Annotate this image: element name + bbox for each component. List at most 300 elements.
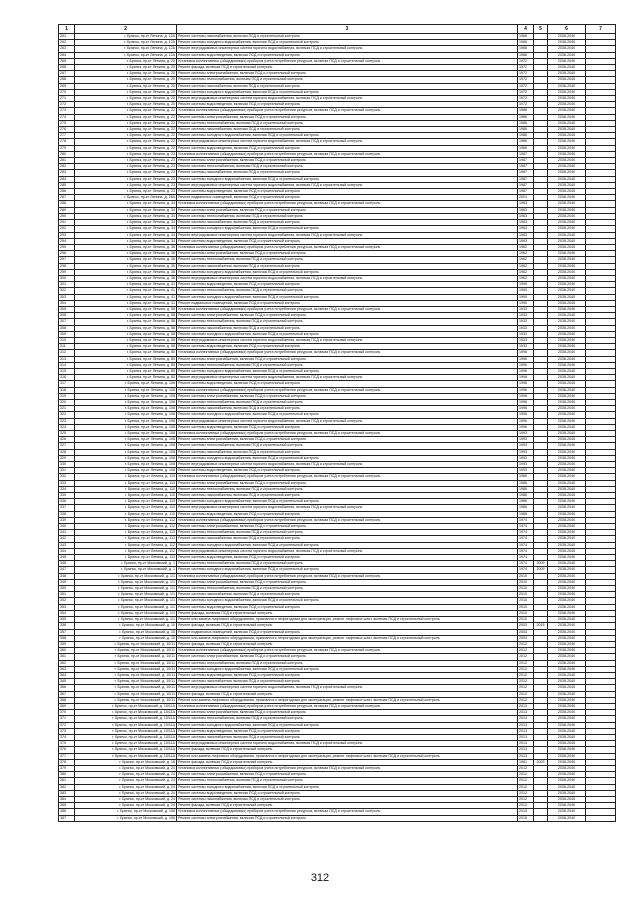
year-built-cell: 2010 [518,598,534,604]
address-cell: г. Брянск, пр-кт Ленина, д. 106 [75,393,177,399]
period-cell: 2038-2040 [548,753,586,759]
address-cell: г. Брянск, пр-кт Ленина, д. 110 [75,499,177,505]
address-cell: г. Брянск, пр-кт Московский, д. 1/1 [75,604,177,610]
row-number-cell: 308 [59,325,75,331]
year-built-cell: 1933 [518,331,534,337]
work-type-cell: Ремонт системы водоотведения, включая ПСД и строительный контроль [177,344,518,350]
period-cell: 2038-2040 [548,493,586,499]
period-cell: 2038-2040 [548,313,586,319]
work-type-cell: Ремонт внутридомовых инженерных систем горячего водоснабжения, включая ПСД и строительный контроль [177,462,518,468]
period-cell: 2038-2040 [548,189,586,195]
period-cell: 2038-2040 [548,604,586,610]
period-cell: 2038-2040 [548,164,586,170]
period-cell: 2038-2040 [548,573,586,579]
row-number-cell: 298 [59,263,75,269]
address-cell: г. Брянск, пр-кт Ленина, д. 23 [75,189,177,195]
row-number-cell: 366 [59,685,75,691]
year-built-cell: 2013 [518,747,534,753]
year-built-cell: 1962 [518,257,534,263]
row-number-cell: 350 [59,586,75,592]
year-built-cell: 1986 [518,127,534,133]
address-cell: г. Брянск, пр-кт Ленина, д. 58 [75,325,177,331]
work-type-cell: Ремонт системы холодного водоснабжения, включая ПСД и строительный контроль [177,722,518,728]
row-number-cell: 278 [59,139,75,145]
period-cell: 2038-2040 [548,331,586,337]
year-built-cell: 1974 [518,517,534,523]
row-number-cell: 321 [59,406,75,412]
row-number-cell: 378 [59,759,75,765]
year-built-cell: 2012 [518,660,534,666]
period-cell: 2038-2040 [548,102,586,108]
work-type-cell: Ремонт системы холодного водоснабжения, включая ПСД и строительный контроль [177,269,518,275]
period-cell: 2038-2040 [548,579,586,585]
year-built-cell: 1996 [518,362,534,368]
row-number-cell: 356 [59,623,75,629]
address-cell: г. Брянск, пр-кт Московский, д. 10/11А [75,734,177,740]
row-number-cell: 384 [59,796,75,802]
address-cell: г. Брянск, пр-кт Ленина, д. 108 [75,468,177,474]
period-cell: 2038-2040 [548,34,586,40]
address-cell: г. Брянск, пр-кт Ленина, д. 108 [75,449,177,455]
address-cell: г. Брянск, пр-кт Московский, д. 1 [75,561,177,567]
address-cell: г. Брянск, пр-кт Московский, д. 10/11 [75,679,177,685]
work-type-cell: Ремонт системы теплоснабжения, включая ПСД и строительный контроль [177,213,518,219]
year-built-cell: 1986 [518,480,534,486]
address-cell: г. Брянск, пр-кт Ленина, д. 34 [75,226,177,232]
address-cell: г. Брянск, пр-кт Ленина, д. 20 [75,77,177,83]
period-cell: 2038-2040 [548,381,586,387]
period-cell: 2038-2040 [548,803,586,809]
period-cell: 2038-2040 [548,598,586,604]
address-cell: г. Брянск, пр-кт Московский, д. 1/1 [75,617,177,623]
year-built-cell: 2010 [518,586,534,592]
table-header-row [59,25,616,34]
last-repair-cell: 2009 [534,561,548,567]
row-number-cell: 313 [59,356,75,362]
work-type-cell: Ремонт системы водоотведения, включая ПСД и строительный контроль [177,511,518,517]
period-cell: 2038-2040 [548,337,586,343]
year-built-cell: 1974 [518,530,534,536]
year-built-cell: 1993 [518,468,534,474]
work-type-cell: Ремонт системы теплоснабжения, включая ПСД и строительный контроль [177,443,518,449]
row-number-cell: 337 [59,505,75,511]
page-number: 312 [310,872,330,884]
row-number-cell: 363 [59,666,75,672]
address-cell: г. Брянск, пр-кт Ленина, д. 112 [75,517,177,523]
work-type-cell: Ремонт подвальных помещений, включая ПСД и строительный контроль [177,195,518,201]
address-cell: г. Брянск, пр-кт Ленина, д. 22 [75,139,177,145]
period-cell: 2038-2040 [548,666,586,672]
address-cell: г. Брянск, пр-кт Ленина, д. 20 [75,58,177,64]
period-cell: 2038-2040 [548,120,586,126]
row-number-cell: 336 [59,499,75,505]
row-number-cell: 382 [59,784,75,790]
year-built-cell: 2010 [518,610,534,616]
work-type-cell: Установка коллективных (общедомовых) приборов учета потребления ресурсов, включая ПСД и строительный контроль [177,387,518,393]
year-built-cell: 1996 [518,356,534,362]
row-number-cell: 324 [59,424,75,430]
address-cell: г. Брянск, пр-кт Ленина, д. 106 [75,381,177,387]
address-cell: г. Брянск, пр-кт Ленина, д. 106 [75,412,177,418]
period-cell: 2038-2040 [548,133,586,139]
address-cell: г. Брянск, пр-кт Ленина, д. 20 [75,89,177,95]
work-type-cell: Ремонт системы холодного водоснабжения, включая ПСД и строительный контроль [177,567,518,573]
address-cell: г. Брянск, пр-кт Ленина, д. 34 [75,232,177,238]
year-built-cell: 1972 [518,77,534,83]
row-number-cell: 280 [59,151,75,157]
address-cell: г. Брянск, пр-кт Московский, д. 10/11А [75,703,177,709]
address-cell: г. Брянск, пр-кт Ленина, д. 58 [75,337,177,343]
address-cell: г. Брянск, пр-кт Ленина, д. 106 [75,387,177,393]
work-type-cell: Ремонт внутридомовых инженерных систем горячего водоснабжения, включая ПСД и строительный контроль [177,96,518,102]
row-number-cell: 279 [59,145,75,151]
row-number-cell: 304 [59,300,75,306]
address-cell: г. Брянск, пр-кт Московский, д. 10/11 [75,691,177,697]
work-type-cell: Ремонт системы электроснабжения, включая ПСД и строительный контроль [177,480,518,486]
period-cell: 2038-2040 [548,555,586,561]
address-cell: г. Брянск, пр-кт Ленина, д. 20 [75,102,177,108]
work-type-cell: Ремонт системы холодного водоснабжения, включая ПСД и строительный контроль [177,331,518,337]
address-cell: г. Брянск, пр-кт Ленина, д. 12А [75,46,177,52]
work-type-cell: Установка коллективных (общедомовых) приборов учета потребления ресурсов, включая ПСД и строительный контроль [177,809,518,815]
year-built-cell: 1963 [518,220,534,226]
row-number-cell: 362 [59,660,75,666]
row-number-cell: 369 [59,703,75,709]
period-cell: 2038-2040 [548,586,586,592]
header-cell-work-type: 3 [177,25,518,34]
period-cell: 2038-2040 [548,741,586,747]
address-cell: г. Брянск, пр-кт Московский, д. 24 [75,784,177,790]
work-type-cell: Ремонт системы электроснабжения, включая ПСД и строительный контроль [177,393,518,399]
work-type-cell: Ремонт системы теплоснабжения, включая ПСД и строительный контроль [177,530,518,536]
row-number-cell: 334 [59,486,75,492]
year-built-cell: 2012 [518,803,534,809]
period-cell: 2038-2040 [548,610,586,616]
address-cell: г. Брянск, пр-кт Ленина, д. 34 [75,220,177,226]
work-type-cell: Ремонт системы электроснабжения, включая ПСД и строительный контроль [177,524,518,530]
period-cell: 2038-2040 [548,437,586,443]
row-number-cell: 305 [59,306,75,312]
period-cell: 2038-2040 [548,524,586,530]
year-built-cell: 2012 [518,679,534,685]
address-cell: г. Брянск, пр-кт Ленина, д. 22 [75,114,177,120]
year-built-cell: 1990 [518,288,534,294]
work-type-cell: Ремонт системы водоотведения, включая ПСД и строительный контроль [177,282,518,288]
period-cell: 2038-2040 [548,350,586,356]
period-cell: 2038-2040 [548,275,586,281]
row-number-cell: 364 [59,672,75,678]
work-type-cell: Ремонт системы холодного водоснабжения, включая ПСД и строительный контроль [177,294,518,300]
work-type-cell: Ремонт системы теплоснабжения, включая ПСД и строительный контроль [177,486,518,492]
row-number-cell: 294 [59,238,75,244]
address-cell: г. Брянск, пр-кт Ленина, д. 22 [75,133,177,139]
period-cell: 2038-2040 [548,759,586,765]
row-number-cell: 367 [59,691,75,697]
period-cell: 2038-2040 [548,672,586,678]
year-built-cell: 2010 [518,604,534,610]
work-type-cell: Ремонт системы водоотведения, включая ПСД и строительный контроль [177,555,518,561]
period-cell: 2038-2040 [548,127,586,133]
row-number-cell: 265 [59,58,75,64]
period-cell: 2038-2040 [548,151,586,157]
work-type-cell: Установка коллективных (общедомовых) приборов учета потребления ресурсов, включая ПСД и строительный контроль [177,517,518,523]
period-cell: 2038-2040 [548,238,586,244]
year-built-cell: 1966 [518,34,534,40]
period-cell: 2038-2040 [548,765,586,771]
period-cell: 2038-2040 [548,697,586,703]
period-cell: 2038-2040 [548,176,586,182]
period-cell: 2038-2040 [548,629,586,635]
work-type-cell: Установка коллективных (общедомовых) приборов учета потребления ресурсов, включая ПСД и строительный контроль [177,474,518,480]
work-type-cell: Ремонт внутридомовых инженерных систем горячего водоснабжения, включая ПСД и строительный контроль [177,182,518,188]
row-number-cell: 323 [59,418,75,424]
year-built-cell: 1986 [518,511,534,517]
year-built-cell: 1974 [518,555,534,561]
year-built-cell: 1996 [518,368,534,374]
row-number-cell: 284 [59,176,75,182]
work-type-cell: Ремонт системы газоснабжения, включая ПСД и строительный контроль [177,592,518,598]
work-type-cell: Ремонт системы водоотведения, включая ПСД и строительный контроль [177,102,518,108]
row-number-cell: 385 [59,803,75,809]
address-cell: г. Брянск, пр-кт Московский, д. 10/11 [75,648,177,654]
work-type-cell: Установка коллективных (общедомовых) приборов учета потребления ресурсов, включая ПСД и строительный контроль [177,151,518,157]
work-type-cell: Ремонт системы газоснабжения, включая ПСД и строительный контроль [177,325,518,331]
row-number-cell: 277 [59,133,75,139]
row-number-cell: 381 [59,778,75,784]
period-cell: 2038-2040 [548,375,586,381]
work-type-cell: Ремонт системы водоотведения, включая ПСД и строительный контроль [177,672,518,678]
row-number-cell: 332 [59,474,75,480]
work-type-cell: Ремонт внутридомовых инженерных систем горячего водоснабжения, включая ПСД и строительный контроль [177,685,518,691]
year-built-cell: 1996 [518,399,534,405]
row-number-cell: 322 [59,412,75,418]
work-type-cell: Ремонт системы газоснабжения, включая ПСД и строительный контроль [177,796,518,802]
row-number-cell: 375 [59,741,75,747]
row-number-cell: 285 [59,182,75,188]
address-cell: г. Брянск, пр-кт Ленина, д. 108 [75,455,177,461]
row-number-cell: 319 [59,393,75,399]
work-type-cell: Ремонт фасада, включая ПСД и строительный контроль [177,747,518,753]
row-number-cell: 296 [59,251,75,257]
year-built-cell: 2012 [518,654,534,660]
period-cell: 2038-2040 [548,790,586,796]
address-cell: г. Брянск, пр-кт Московский, д. 10/11 [75,685,177,691]
address-cell: г. Брянск, пр-кт Московский, д. 10/11 [75,654,177,660]
year-built-cell: 1972 [518,83,534,89]
address-cell: г. Брянск, пр-кт Ленина, д. 23 [75,158,177,164]
year-built-cell: 2012 [518,648,534,654]
period-cell: 2038-2040 [548,641,586,647]
work-type-cell: Ремонт системы водоотведения, включая ПСД и строительный контроль [177,238,518,244]
work-type-cell: Установка коллективных (общедомовых) приборов учета потребления ресурсов, включая ПСД и строительный контроль [177,58,518,64]
row-number-cell: 343 [59,542,75,548]
work-type-cell: Ремонт системы электроснабжения, включая ПСД и строительный контроль [177,313,518,319]
row-number-cell: 309 [59,331,75,337]
row-number-cell: 338 [59,511,75,517]
address-cell: г. Брянск, пр-кт Ленина, д. 36 [75,263,177,269]
address-cell: г. Брянск, пр-кт Ленина, д. 108 [75,443,177,449]
year-built-cell: 1990 [518,300,534,306]
year-built-cell: 1933 [518,313,534,319]
period-cell: 2038-2040 [548,567,586,573]
row-number-cell: 372 [59,722,75,728]
year-built-cell: 2012 [518,784,534,790]
address-cell: г. Брянск, пр-кт Московский, д. 1/1 [75,586,177,592]
row-number-cell: 377 [59,753,75,759]
year-built-cell: 1972 [518,102,534,108]
year-built-cell: 1996 [518,424,534,430]
row-number-cell: 345 [59,555,75,561]
year-built-cell: 2013 [518,728,534,734]
period-cell: 2038-2040 [548,703,586,709]
row-number-cell: 380 [59,772,75,778]
period-cell: 2038-2040 [548,648,586,654]
period-cell: 2038-2040 [548,207,586,213]
year-built-cell: 1974 [518,542,534,548]
row-number-cell: 342 [59,536,75,542]
year-built-cell: 1986 [518,133,534,139]
year-built-cell: 2012 [518,641,534,647]
year-built-cell: 1987 [518,164,534,170]
year-built-cell: 1986 [518,108,534,114]
row-number-cell: 306 [59,313,75,319]
repair-schedule-table [58,24,616,822]
period-cell: 2038-2040 [548,691,586,697]
address-cell: г. Брянск, пр-кт Московский, д. 24 [75,790,177,796]
work-type-cell: Ремонт системы газоснабжения, включая ПСД и строительный контроль [177,734,518,740]
work-type-cell: Ремонт фасада, включая ПСД и строительный контроль [177,759,518,765]
period-cell: 2038-2040 [548,815,586,821]
row-number-cell: 328 [59,449,75,455]
address-cell: г. Брянск, пр-кт Ленина, д. 41 [75,300,177,306]
address-cell: г. Брянск, пр-кт Московский, д. 106 [75,815,177,821]
work-type-cell: Ремонт системы холодного водоснабжения, включая ПСД и строительный контроль [177,89,518,95]
work-type-cell: Ремонт системы газоснабжения, включая ПСД и строительный контроль [177,263,518,269]
address-cell: г. Брянск, пр-кт Московский, д. 10 [75,635,177,641]
work-type-cell: Ремонт системы теплоснабжения, включая ПСД и строительный контроль [177,586,518,592]
period-cell: 2038-2040 [548,654,586,660]
work-type-cell: Ремонт фасада, включая ПСД и строительный контроль [177,691,518,697]
work-type-cell: Ремонт системы электроснабжения, включая ПСД и строительный контроль [177,114,518,120]
header-cell-year-built: 4 [518,25,534,34]
period-cell: 2038-2040 [548,182,586,188]
year-built-cell: 2003 [518,635,534,641]
period-cell: 2038-2040 [548,158,586,164]
row-number-cell: 318 [59,387,75,393]
address-cell: г. Брянск, пр-кт Ленина, д. 112 [75,524,177,530]
work-type-cell: Ремонт подвальных помещений, включая ПСД и строительный контроль [177,629,518,635]
year-built-cell: 1933 [518,306,534,312]
row-number-cell: 346 [59,561,75,567]
work-type-cell: Ремонт системы теплоснабжения, включая ПСД и строительный контроль [177,561,518,567]
address-cell: г. Брянск, пр-кт Московский, д. 10 [75,629,177,635]
address-cell: г. Брянск, пр-кт Ленина, д. 108 [75,462,177,468]
row-number-cell: 370 [59,710,75,716]
period-cell: 2038-2040 [548,368,586,374]
work-type-cell: Ремонт системы водоотведения, включая ПСД и строительный контроль [177,145,518,151]
row-number-cell: 276 [59,127,75,133]
year-built-cell: 1933 [518,337,534,343]
row-number-cell: 270 [59,89,75,95]
period-cell: 2038-2040 [548,424,586,430]
work-type-cell: Ремонт системы газоснабжения, включая ПСД и строительный контроль [177,83,518,89]
period-cell: 2038-2040 [548,393,586,399]
work-type-cell: Установка коллективных (общедомовых) приборов учета потребления ресурсов, включая ПСД и строительный контроль [177,108,518,114]
work-type-cell: Ремонт системы электроснабжения, включая ПСД и строительный контроль [177,579,518,585]
row-number-cell: 286 [59,189,75,195]
address-cell: г. Брянск, пр-кт Ленина, д. 112 [75,530,177,536]
row-number-cell: 326 [59,437,75,443]
work-type-cell: Установка коллективных (общедомовых) приборов учета потребления ресурсов, включая ПСД и строительный контроль [177,648,518,654]
period-cell: 2038-2040 [548,561,586,567]
address-cell: г. Брянск, пр-кт Ленина, д. 23 [75,170,177,176]
work-type-cell: Ремонт фасада, включая ПСД и строительный контроль [177,641,518,647]
work-type-cell: Установка коллективных (общедомовых) приборов учета потребления ресурсов, включая ПСД и строительный контроль [177,765,518,771]
row-number-cell: 341 [59,530,75,536]
work-type-cell: Установка коллективных (общедомовых) приборов учета потребления ресурсов, включая ПСД и строительный контроль [177,573,518,579]
period-cell: 2038-2040 [548,517,586,523]
address-cell: г. Брянск, пр-кт Ленина, д. 20 [75,71,177,77]
year-built-cell: 2013 [518,716,534,722]
address-cell: г. Брянск, пр-кт Ленина, д. 112 [75,542,177,548]
row-number-cell: 275 [59,120,75,126]
row-number-cell: 295 [59,244,75,250]
year-built-cell: 1963 [518,238,534,244]
row-number-cell: 299 [59,269,75,275]
period-cell: 2038-2040 [548,716,586,722]
work-type-cell: Ремонт системы водоотведения, включая ПСД и строительный контроль [177,424,518,430]
period-cell: 2038-2040 [548,399,586,405]
period-cell: 2038-2040 [548,257,586,263]
period-cell: 2038-2040 [548,499,586,505]
year-built-cell: 2012 [518,790,534,796]
period-cell: 2038-2040 [548,325,586,331]
work-type-cell: Ремонт подвальных помещений, включая ПСД и строительный контроль [177,300,518,306]
address-cell: г. Брянск, пр-кт Ленина, д. 20 [75,83,177,89]
year-built-cell: 1993 [518,449,534,455]
address-cell: г. Брянск, пр-кт Ленина, д. 34 [75,207,177,213]
period-cell: 2038-2040 [548,46,586,52]
row-number-cell: 297 [59,257,75,263]
address-cell: г. Брянск, пр-кт Ленина, д. 36 [75,275,177,281]
year-built-cell: 1993 [518,462,534,468]
row-number-cell: 386 [59,809,75,815]
row-number-cell: 302 [59,288,75,294]
work-type-cell: Ремонт системы электроснабжения, включая ПСД и строительный контроль [177,356,518,362]
work-type-cell: Ремонт системы теплоснабжения, включая ПСД и строительный контроль [177,716,518,722]
work-type-cell: Ремонт системы газоснабжения, включая ПСД и строительный контроль [177,449,518,455]
row-number-cell: 361 [59,654,75,660]
period-cell: 2038-2040 [548,617,586,623]
period-cell: 2038-2040 [548,195,586,201]
year-built-cell: 1990 [518,294,534,300]
period-cell: 2038-2040 [548,263,586,269]
work-type-cell: Ремонт системы холодного водоснабжения, включая ПСД и строительный контроль [177,40,518,46]
row-number-cell: 331 [59,468,75,474]
work-type-cell: Ремонт внутридомовых инженерных систем горячего водоснабжения, включая ПСД и строительный контроль [177,275,518,281]
work-type-cell: Ремонт системы газоснабжения, включая ПСД и строительный контроль [177,493,518,499]
year-built-cell: 1974 [518,524,534,530]
year-built-cell: 2012 [518,697,534,703]
work-type-cell: Ремонт системы холодного водоснабжения, включая ПСД и строительный контроль [177,455,518,461]
work-type-cell: Ремонт системы теплоснабжения, включая ПСД и строительный контроль [177,660,518,666]
row-number-cell: 387 [59,815,75,821]
period-cell: 2038-2040 [548,108,586,114]
period-cell: 2038-2040 [548,201,586,207]
address-cell: г. Брянск, пр-кт Ленина, д. 110 [75,511,177,517]
period-cell: 2038-2040 [548,139,586,145]
period-cell: 2038-2040 [548,505,586,511]
